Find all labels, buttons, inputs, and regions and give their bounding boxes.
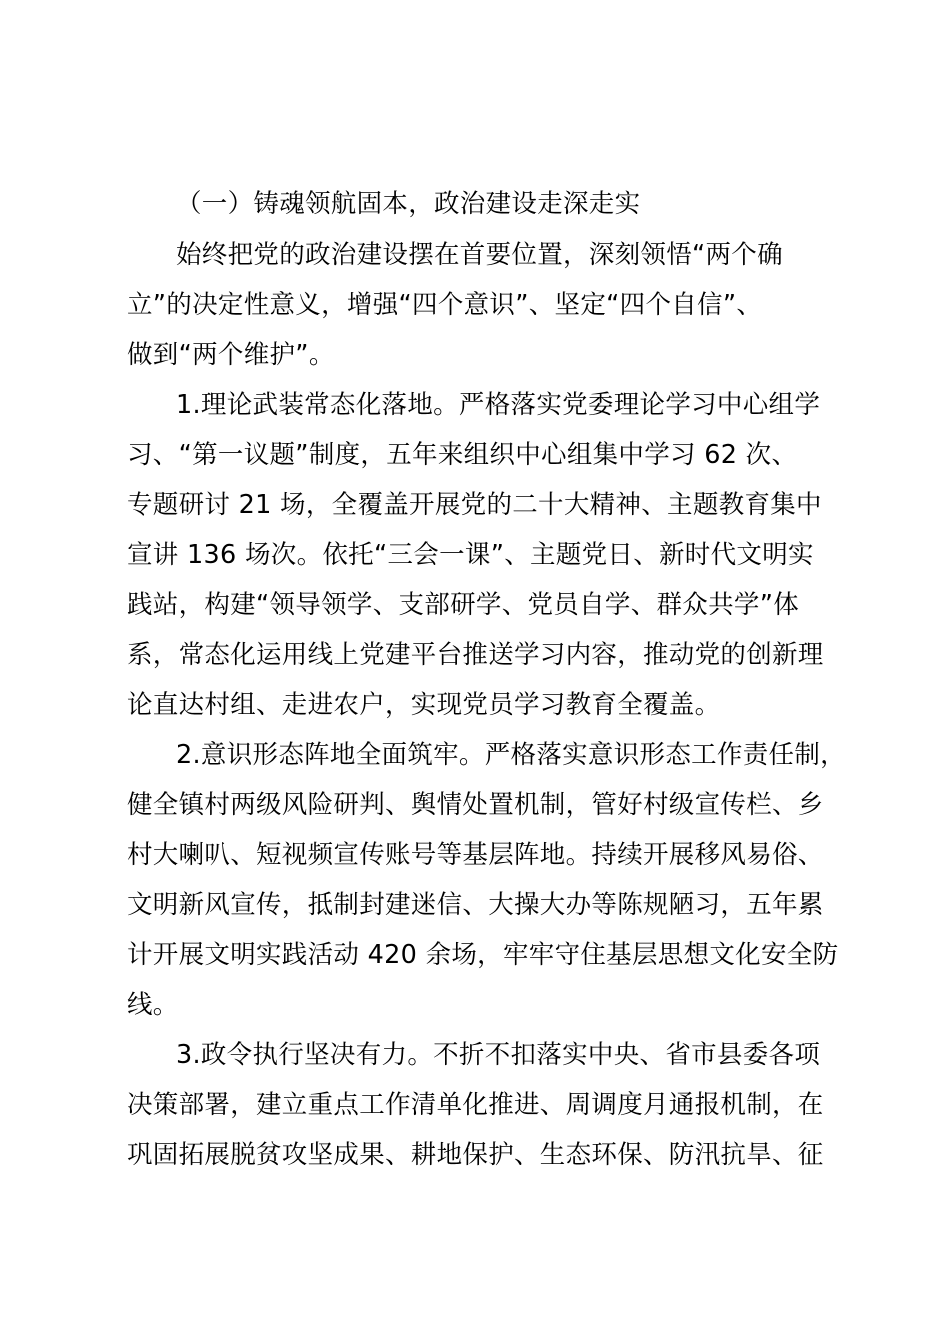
paragraph-line: 决策部署，建立重点工作清单化推进、周调度月通报机制，在 — [127, 1090, 824, 1120]
paragraph-line: 1.理论武装常态化落地。严格落实党委理论学习中心组学 — [176, 390, 821, 420]
paragraph-line: 2.意识形态阵地全面筑牢。严格落实意识形态工作责任制， — [176, 740, 846, 770]
paragraph-line: 始终把党的政治建设摆在首要位置，深刻领悟“两个确 — [176, 240, 783, 270]
paragraph-line: 践站，构建“领导领学、支部研学、党员自学、群众共学”体 — [127, 590, 800, 620]
paragraph-line: 立”的决定性意义，增强“四个意识”、坚定“四个自信”、 — [127, 290, 763, 320]
paragraph-line: 文明新风宣传，抵制封建迷信、大操大办等陈规陋习，五年累 — [127, 890, 824, 920]
section-heading: （一）铸魂领航固本，政治建设走深走实 — [176, 189, 641, 219]
paragraph-line: 系，常态化运用线上党建平台推送学习内容，推动党的创新理 — [127, 640, 824, 670]
paragraph-line: 做到“两个维护”。 — [127, 340, 335, 370]
paragraph-line: 3.政令执行坚决有力。不折不扣落实中央、省市县委各项 — [176, 1040, 821, 1070]
paragraph-line: 线。 — [127, 990, 179, 1020]
paragraph-line: 论直达村组、走进农户，实现党员学习教育全覆盖。 — [127, 690, 721, 720]
paragraph-line: 计开展文明实践活动 420 余场，牢牢守住基层思想文化安全防 — [127, 940, 839, 970]
paragraph-line: 专题研讨 21 场，全覆盖开展党的二十大精神、主题教育集中 — [127, 490, 822, 520]
paragraph-line: 巩固拓展脱贫攻坚成果、耕地保护、生态环保、防汛抗旱、征 — [127, 1140, 824, 1170]
paragraph-line: 村大喇叭、短视频宣传账号等基层阵地。持续开展移风易俗、 — [127, 840, 824, 870]
paragraph-line: 习、“第一议题”制度，五年来组织中心组集中学习 62 次、 — [127, 440, 798, 470]
paragraph-line: 健全镇村两级风险研判、舆情处置机制，管好村级宣传栏、乡 — [127, 790, 824, 820]
paragraph-line: 宣讲 136 场次。依托“三会一课”、主题党日、新时代文明实 — [127, 540, 814, 570]
